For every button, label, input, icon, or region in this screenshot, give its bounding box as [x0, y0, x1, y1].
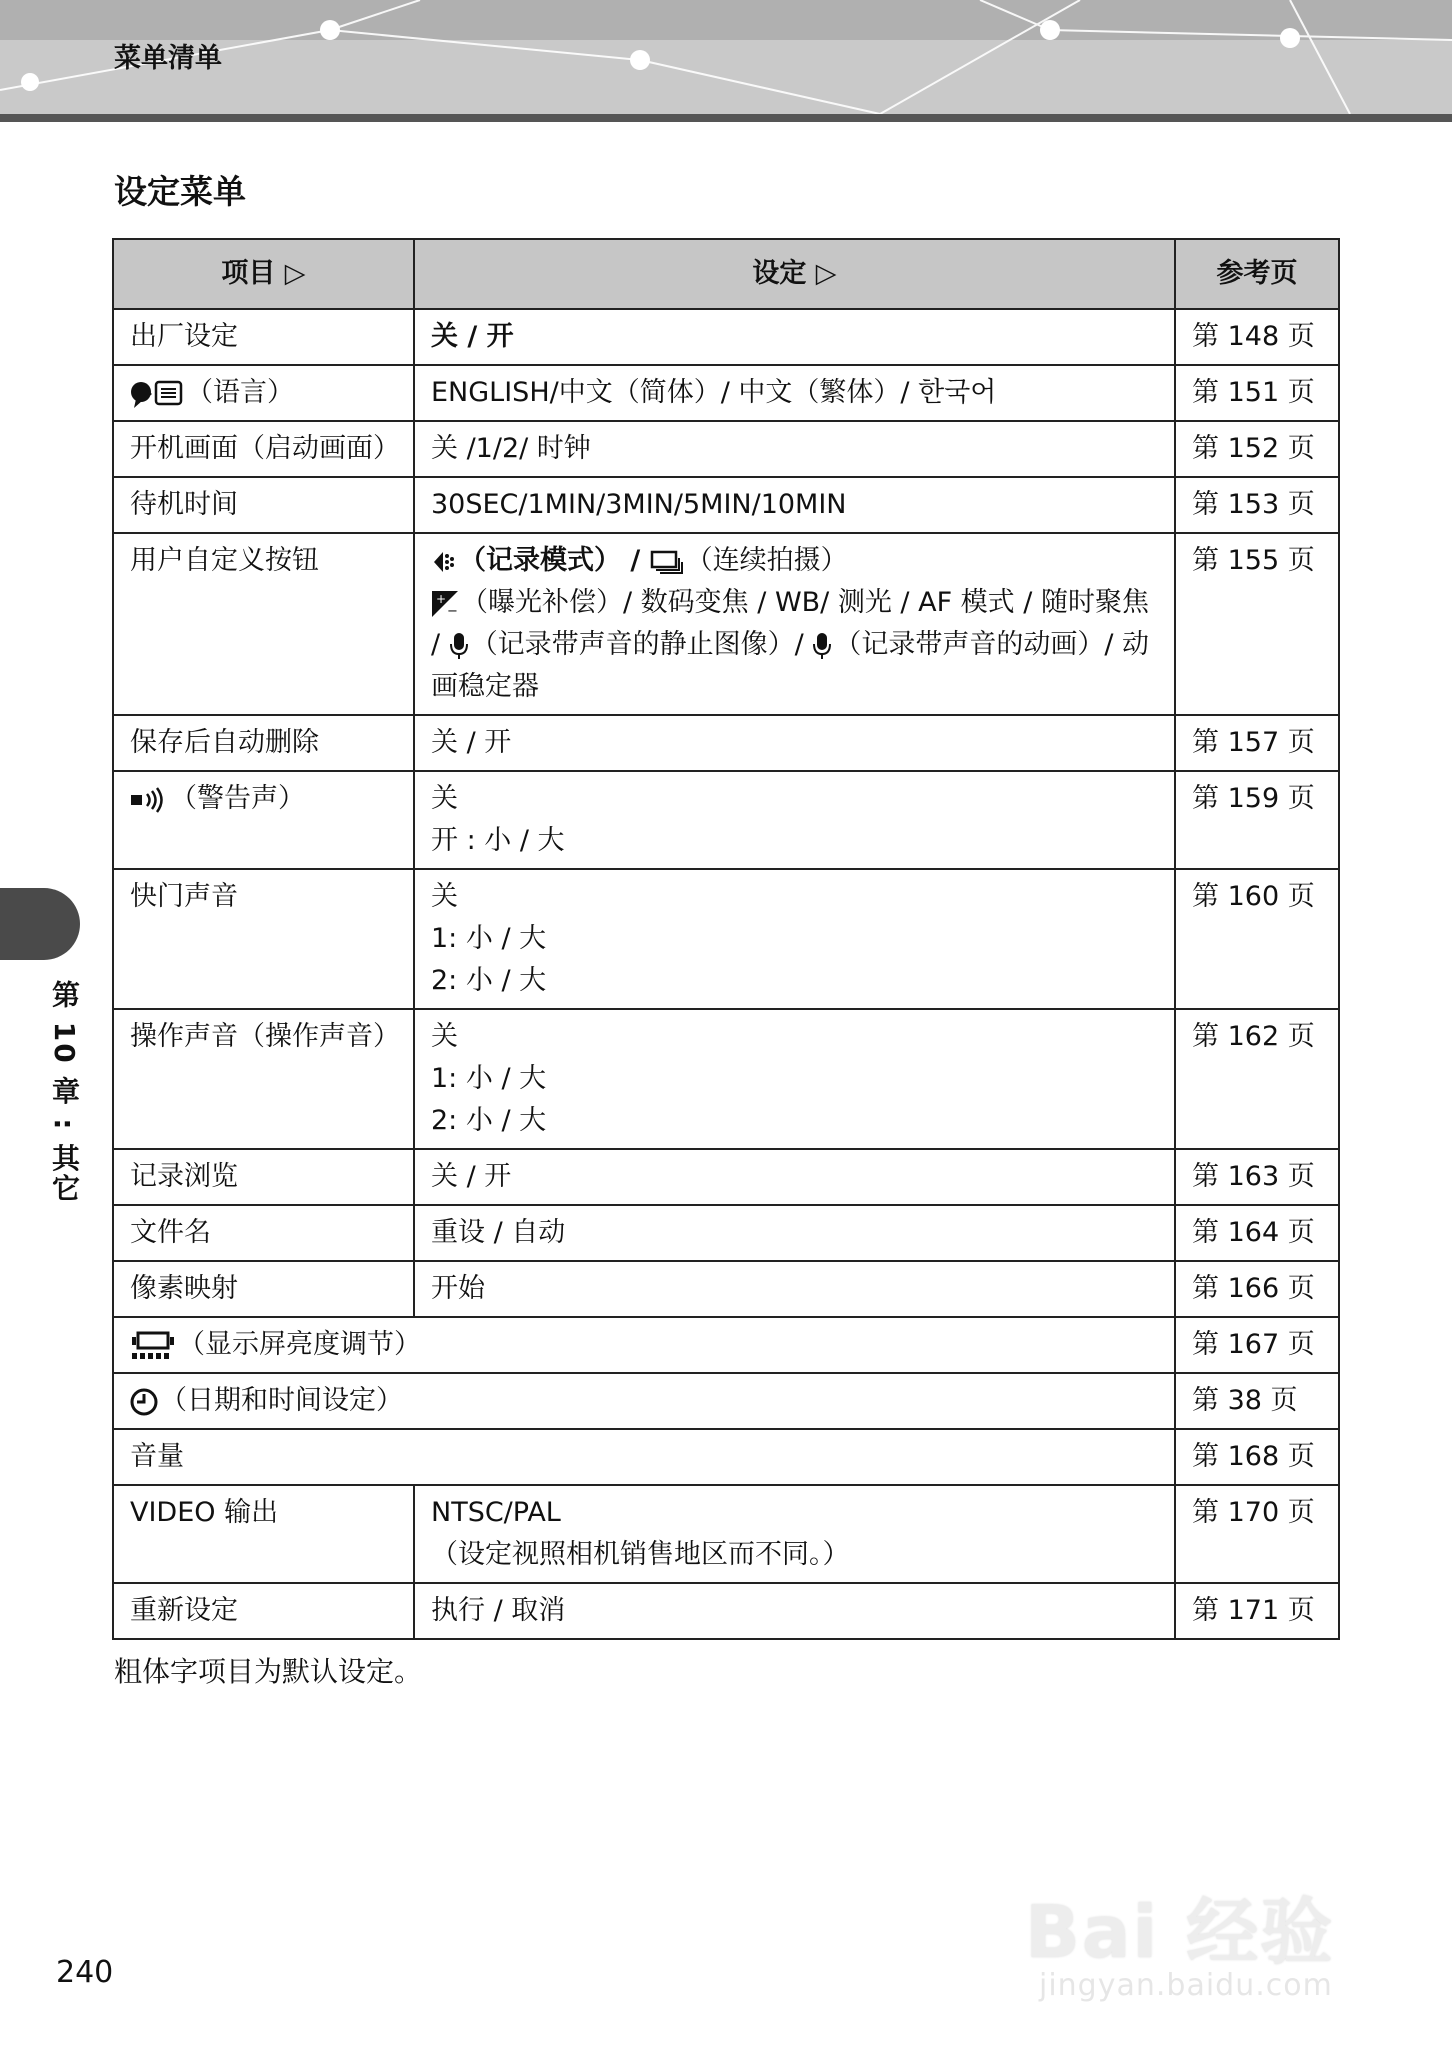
row-setting: 重设 / 自动 — [414, 1205, 1175, 1261]
row-setting — [414, 1009, 1175, 1149]
brightness-icon — [130, 1331, 176, 1361]
table-row — [113, 1373, 1339, 1429]
table-row — [113, 1009, 1339, 1149]
row-ref: 第 148 页 — [1175, 309, 1339, 365]
setting-line: （设定视照相机销售地区而不同。） — [431, 1539, 850, 1570]
row-item-label: （日期和时间设定） — [160, 1385, 403, 1416]
table-row — [113, 365, 1339, 421]
row-ref: 第 171 页 — [1175, 1583, 1339, 1639]
language-icon — [130, 379, 184, 409]
svg-text:−: − — [447, 603, 458, 618]
watermark-url: jingyan.baidu.com — [1039, 1968, 1333, 2003]
row-ref: 第 163 页 — [1175, 1149, 1339, 1205]
page-header — [0, 0, 1452, 122]
row-ref: 第 38 页 — [1175, 1373, 1339, 1429]
table-row — [113, 1583, 1339, 1639]
table-header-row — [113, 239, 1339, 309]
row-item: 像素映射 — [113, 1261, 414, 1317]
setting-line: 关 — [431, 1021, 458, 1052]
row-item: 操作声音（操作声音） — [113, 1009, 414, 1149]
row-ref: 第 168 页 — [1175, 1429, 1339, 1485]
row-ref: 第 157 页 — [1175, 715, 1339, 771]
watermark — [1025, 1840, 1395, 2010]
row-ref: 第 160 页 — [1175, 869, 1339, 1009]
table-row — [113, 715, 1339, 771]
row-ref: 第 159 页 — [1175, 771, 1339, 869]
row-item-label: （语言） — [186, 377, 294, 408]
row-item: 记录浏览 — [113, 1149, 414, 1205]
row-item: 保存后自动删除 — [113, 715, 414, 771]
row-item: 重新设定 — [113, 1583, 414, 1639]
setting-line: 关 — [431, 783, 458, 814]
row-ref: 第 166 页 — [1175, 1261, 1339, 1317]
microphone-icon — [812, 632, 832, 660]
footnote: 粗体字项目为默认设定。 — [114, 1655, 423, 1688]
table-row — [113, 1261, 1339, 1317]
row-setting: 关 / 开 — [414, 1149, 1175, 1205]
row-item: 用户自定义按钮 — [113, 533, 414, 715]
watermark-logo-text: Bai 经验 — [1025, 1890, 1335, 1974]
setting-part: （曝光补偿）/ 数码变焦 / WB/ 测光 / AF 模式 / 随时聚焦 / — [431, 587, 1149, 660]
setting-value: 关 / 开 — [431, 321, 514, 352]
setting-line: 关 — [431, 881, 458, 912]
page-number: 240 — [56, 1955, 114, 1990]
row-item — [113, 1317, 1175, 1373]
row-setting — [414, 533, 1175, 715]
row-item-label: （显示屏亮度调节） — [178, 1329, 421, 1360]
row-item — [113, 771, 414, 869]
speaker-icon — [130, 787, 168, 813]
row-item: 文件名 — [113, 1205, 414, 1261]
setting-line: 1: 小 / 大 — [431, 1063, 547, 1094]
row-setting: 执行 / 取消 — [414, 1583, 1175, 1639]
table-row — [113, 771, 1339, 869]
clock-icon — [130, 1388, 158, 1416]
settings-menu-table — [112, 238, 1340, 1640]
row-setting — [414, 869, 1175, 1009]
header-rule — [0, 114, 1452, 122]
column-header-setting: 设定 ▷ — [414, 239, 1175, 309]
column-header-item: 项目 ▷ — [113, 239, 414, 309]
setting-part: （记录模式） / — [459, 545, 650, 576]
table-row — [113, 533, 1339, 715]
table-row — [113, 869, 1339, 1009]
row-item: 音量 — [113, 1429, 1175, 1485]
setting-part: （连续拍摄） — [685, 545, 848, 576]
header-title: 菜单清单 — [114, 43, 222, 74]
row-ref: 第 167 页 — [1175, 1317, 1339, 1373]
row-item: 快门声音 — [113, 869, 414, 1009]
row-item: 出厂设定 — [113, 309, 414, 365]
continuous-shooting-icon — [650, 549, 684, 575]
row-item: VIDEO 输出 — [113, 1485, 414, 1583]
row-setting: ENGLISH/中文（简体）/ 中文（繁体）/ 한국어 — [414, 365, 1175, 421]
record-mode-icon — [431, 549, 457, 575]
table-row — [113, 477, 1339, 533]
row-setting: 开始 — [414, 1261, 1175, 1317]
table-row — [113, 1429, 1339, 1485]
row-setting — [414, 309, 1175, 365]
row-ref: 第 162 页 — [1175, 1009, 1339, 1149]
table-row — [113, 1485, 1339, 1583]
setting-line: NTSC/PAL — [431, 1497, 561, 1528]
row-item-label: （警告声） — [170, 783, 305, 814]
row-ref: 第 155 页 — [1175, 533, 1339, 715]
table-row — [113, 421, 1339, 477]
setting-part: （记录带声音的动画）/ 动画稳定器 — [431, 629, 1150, 702]
row-setting: 30SEC/1MIN/3MIN/5MIN/10MIN — [414, 477, 1175, 533]
chapter-tab — [0, 888, 80, 960]
table-row — [113, 1149, 1339, 1205]
row-setting — [414, 1485, 1175, 1583]
chapter-label: 第 10 章 : 其它 — [48, 980, 81, 1204]
section-title: 设定菜单 — [114, 172, 246, 211]
row-item: 开机画面（启动画面） — [113, 421, 414, 477]
row-ref: 第 170 页 — [1175, 1485, 1339, 1583]
setting-line: 2: 小 / 大 — [431, 1105, 547, 1136]
row-ref: 第 151 页 — [1175, 365, 1339, 421]
row-item: 待机时间 — [113, 477, 414, 533]
table-row — [113, 1205, 1339, 1261]
setting-part: （记录带声音的静止图像）/ — [470, 629, 813, 660]
microphone-icon — [449, 632, 469, 660]
row-item — [113, 1373, 1175, 1429]
row-ref: 第 152 页 — [1175, 421, 1339, 477]
column-header-ref: 参考页 — [1175, 239, 1339, 309]
table-row — [113, 309, 1339, 365]
svg-text:+: + — [436, 591, 447, 606]
table-row — [113, 1317, 1339, 1373]
row-setting: 关 / 开 — [414, 715, 1175, 771]
setting-line: 开 : 小 / 大 — [431, 825, 565, 856]
setting-line: 2: 小 / 大 — [431, 965, 547, 996]
row-ref: 第 164 页 — [1175, 1205, 1339, 1261]
row-setting — [414, 771, 1175, 869]
row-setting: 关 /1/2/ 时钟 — [414, 421, 1175, 477]
exposure-compensation-icon — [431, 590, 459, 618]
row-ref: 第 153 页 — [1175, 477, 1339, 533]
row-item — [113, 365, 414, 421]
setting-line: 1: 小 / 大 — [431, 923, 547, 954]
